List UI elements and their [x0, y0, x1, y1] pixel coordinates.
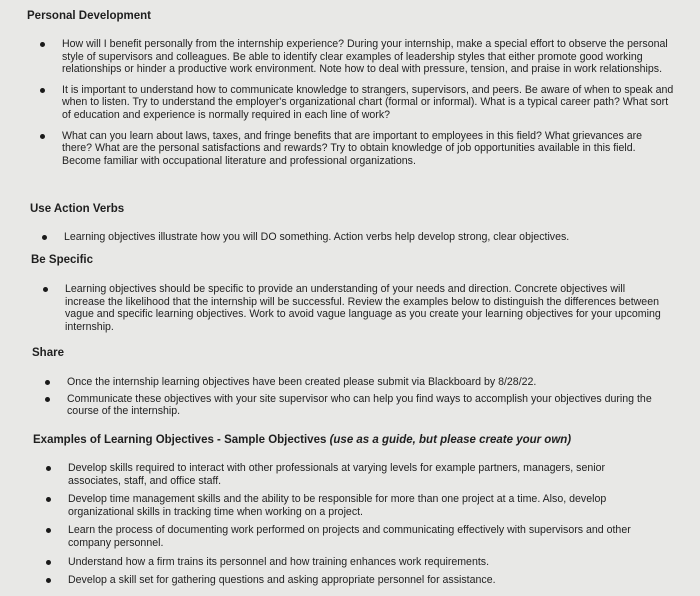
list-item: Communicate these objectives with your site supervisor who can help you find ways to accomplish your objectives during the course of the internship. — [67, 393, 655, 418]
bullet-icon — [40, 42, 45, 47]
list-use-action-verbs — [64, 231, 676, 244]
bullet-icon — [46, 497, 51, 502]
heading-examples: Examples of Learning Objectives - Sample Objectives (use as a guide, but please create your own) — [33, 434, 572, 446]
list-item: Develop a skill set for gathering questions and asking appropriate personnel for assistance. — [68, 574, 656, 587]
list-be-specific — [65, 283, 665, 333]
list-item: Learning objectives should be specific to provide an understanding of your needs and direction. Concrete objectives will increase the likelihood that the internship will be successful. Review the examples below to distinguish the differences between vague and specific learning objectives. Work to avoid vague language as you create your learning objectives for your upcoming internship. — [65, 283, 665, 333]
bullet-icon — [45, 397, 50, 402]
bullet-icon — [42, 235, 47, 240]
bullet-icon — [45, 380, 50, 385]
list-item: Develop time management skills and the ability to be responsible for more than one project at a time. Also, develop organizational skills in tracking time when working on a project. — [68, 493, 656, 518]
list-personal-development — [62, 38, 674, 167]
list-item: It is important to understand how to communicate knowledge to strangers, supervisors, and peers. Be aware of when to speak and when to listen. Try to understand the employer's organizational chart (formal or informal). What is a typical career path? What sort of education and experience is normally required in each line of work? — [62, 84, 674, 122]
list-examples — [68, 462, 656, 587]
bullet-icon — [46, 560, 51, 565]
list-item: Learning objectives illustrate how you will DO something. Action verbs help develop strong, clear objectives. — [64, 231, 676, 244]
bullet-icon — [46, 578, 51, 583]
bullet-icon — [40, 88, 45, 93]
list-item: How will I benefit personally from the internship experience? During your internship, make a special effort to observe the personal style of supervisors and colleagues. Be able to identify clear examples of leadership styles that either promote good working relationships or hinder a productive work environment. Note how to deal with pressure, tension, and praise in work relationships. — [62, 38, 674, 76]
bullet-icon — [43, 287, 48, 292]
heading-share: Share — [32, 347, 64, 359]
heading-use-action-verbs: Use Action Verbs — [30, 203, 125, 215]
bullet-icon — [46, 466, 51, 471]
heading-be-specific: Be Specific — [31, 254, 93, 266]
bullet-icon — [46, 528, 51, 533]
list-item: What can you learn about laws, taxes, and fringe benefits that are important to employees in this field? What grievances are there? What are the personal satisfactions and rewards? Try to obtain knowledge of job opportunities available in this field. Become familiar with occupational literature and professional organizations. — [62, 130, 674, 168]
bullet-icon — [40, 134, 45, 139]
heading-personal-development: Personal Development — [27, 10, 151, 22]
list-item: Once the internship learning objectives have been created please submit via Blackboard by 8/28/22. — [67, 376, 655, 389]
list-share — [67, 376, 655, 418]
list-item: Learn the process of documenting work performed on projects and communicating effectively with supervisors and other company personnel. — [68, 524, 656, 549]
heading-examples-note: (use as a guide, but please create your own) — [329, 434, 572, 446]
list-item: Understand how a firm trains its personnel and how training enhances work requirements. — [68, 556, 656, 569]
list-item: Develop skills required to interact with other professionals at varying levels for example partners, managers, senior associates, staff, and office staff. — [68, 462, 656, 487]
